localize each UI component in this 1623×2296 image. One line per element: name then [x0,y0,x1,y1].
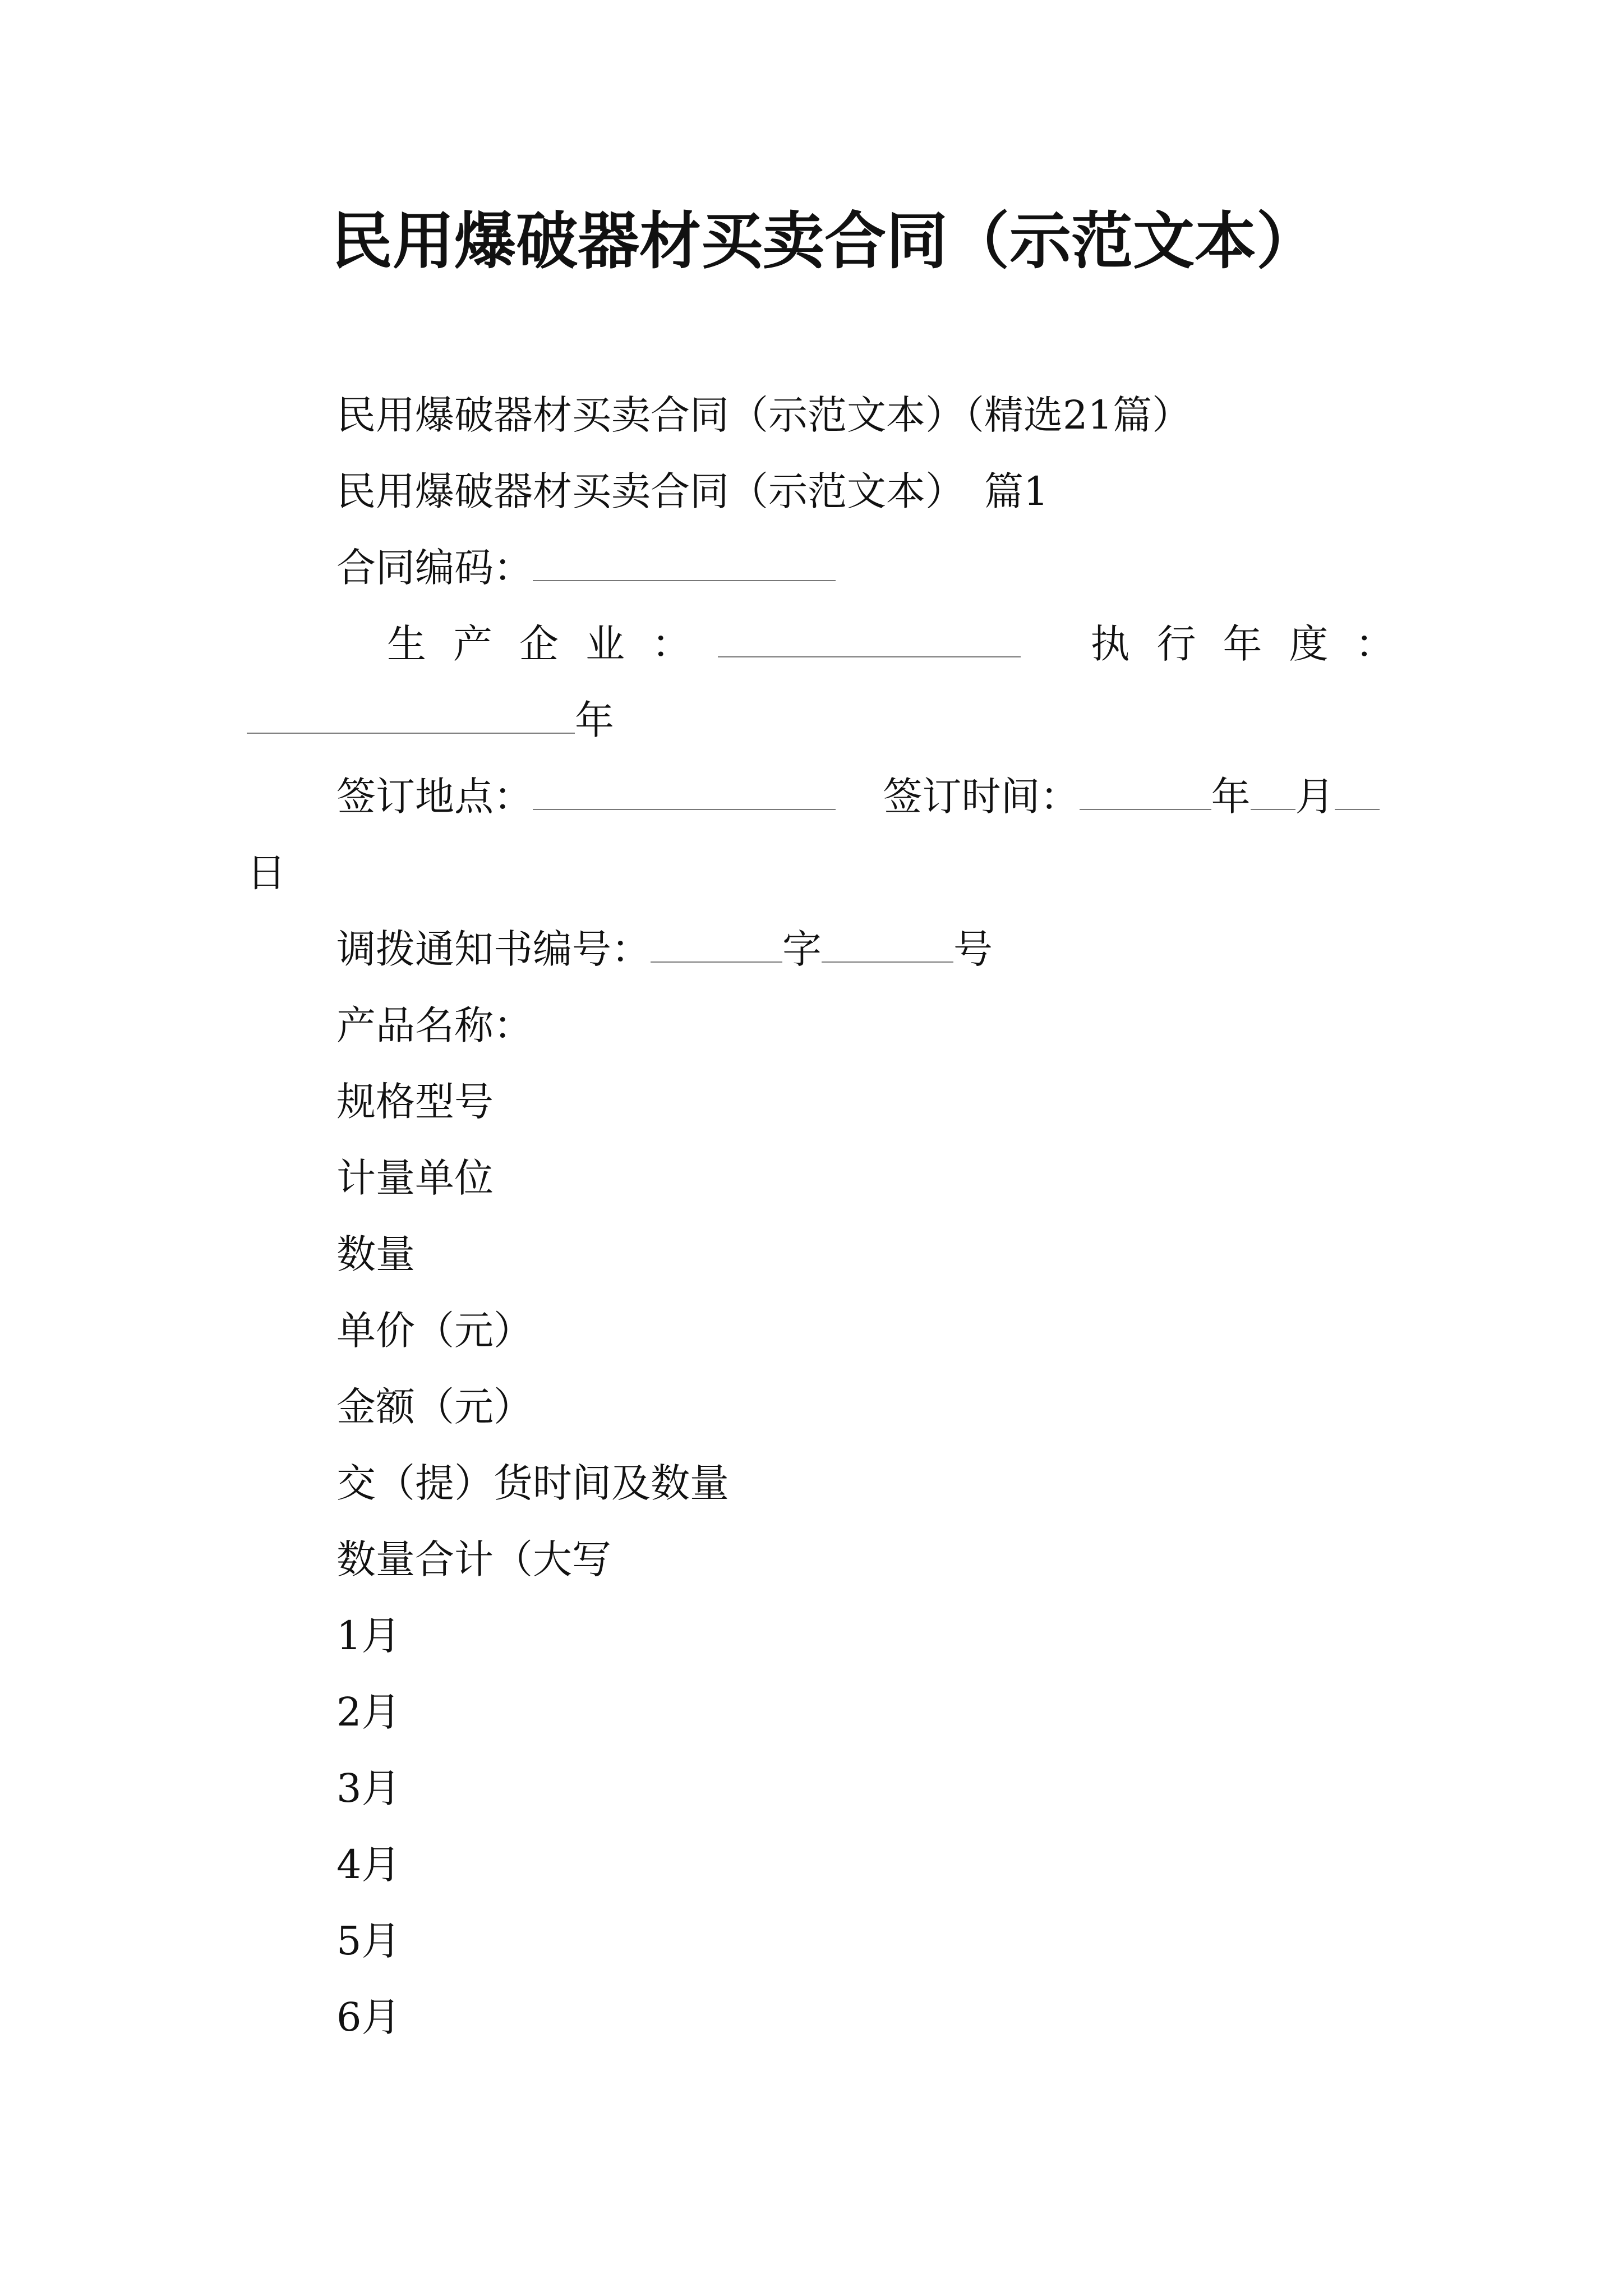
exec-year-suffix: 年 [575,697,614,743]
month-item: 2月 [336,1689,401,1735]
document-title: 民用爆破器材买卖合同（示范文本） [331,205,1318,277]
contract-code-label: 合同编码： [336,545,533,591]
exec-year-line [247,692,614,748]
producer-label: 生产企业： [387,621,718,667]
exec-year-blank [247,692,575,734]
sign-place-blank [533,769,836,810]
sign-month-char: 月 [1295,774,1335,820]
contract-code-line [336,540,836,596]
sign-line [336,769,1380,825]
sign-year-blank [1080,769,1211,810]
sign-time-label: 签订时间： [883,774,1080,820]
contract-code-blank [533,540,836,581]
month-item: 4月 [336,1842,401,1888]
field-quantity: 数量 [336,1231,415,1277]
exec-year-label: 执行年度： [1090,621,1422,667]
notice-line [336,921,993,977]
subtitle: 民用爆破器材买卖合同（示范文本）（精选21篇） [336,392,1192,438]
month-item: 1月 [336,1613,401,1659]
notice-label: 调拨通知书编号： [336,926,651,972]
producer-blank [718,616,1021,657]
field-unit-price: 单价（元） [336,1308,533,1354]
sign-place-label: 签订地点： [336,774,533,820]
field-quantity-total: 数量合计（大写 [336,1536,611,1582]
notice-blank-2 [822,921,953,963]
notice-zi: 字 [782,926,822,972]
field-unit: 计量单位 [336,1155,494,1201]
month-item: 5月 [336,1918,401,1964]
sign-month-blank [1251,769,1295,810]
field-product-name: 产品名称： [336,1002,533,1048]
field-amount: 金额（元） [336,1384,533,1430]
notice-blank-1 [651,921,782,963]
sign-day-char: 日 [247,850,286,896]
field-spec-model: 规格型号 [336,1079,494,1125]
month-item: 3月 [336,1765,401,1811]
sign-day-blank [1335,769,1380,810]
sign-year-char: 年 [1211,774,1251,820]
section-heading: 民用爆破器材买卖合同（示范文本） 篇1 [336,468,1049,514]
month-item: 6月 [336,1994,401,2040]
field-delivery-time: 交（提）货时间及数量 [336,1460,729,1506]
producer-line [387,616,1422,672]
notice-hao: 号 [953,926,993,972]
